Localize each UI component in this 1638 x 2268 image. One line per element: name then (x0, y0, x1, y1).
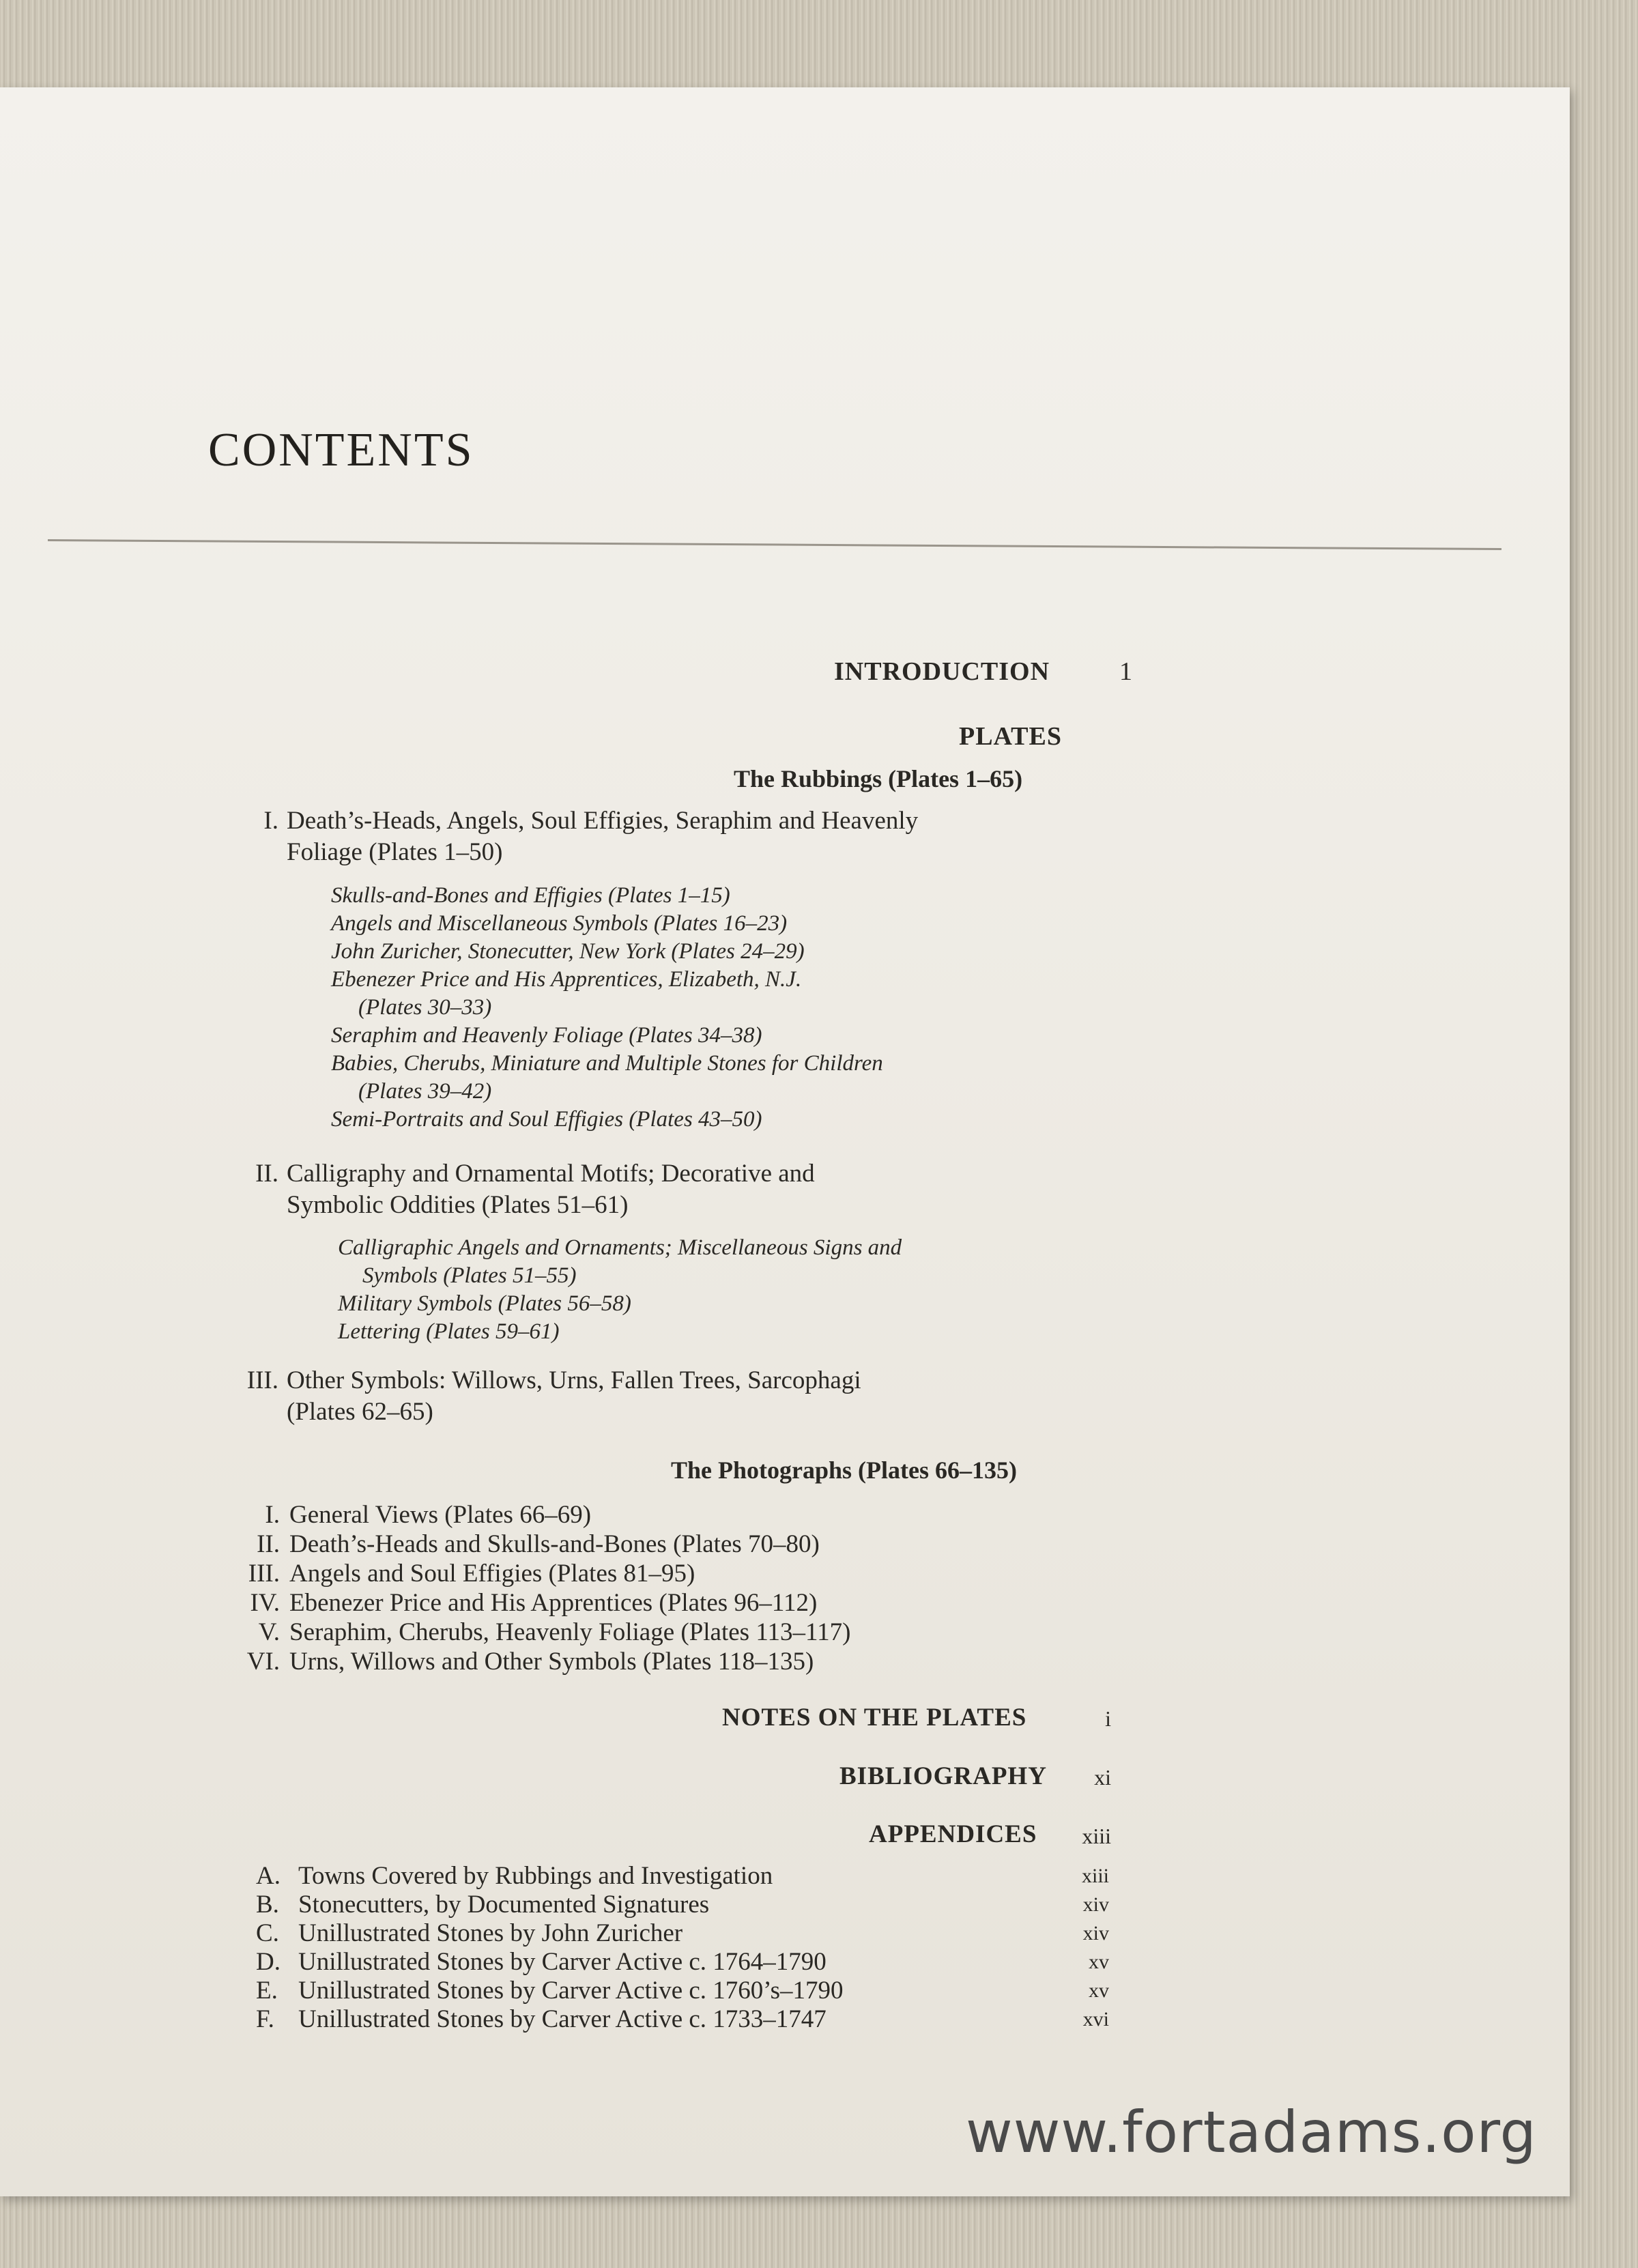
bibliography-label: BIBLIOGRAPHY (839, 1762, 1047, 1790)
list-item-text: Angels and Soul Effigies (Plates 81–95) (289, 1560, 695, 1588)
plates-heading: PLATES (959, 722, 1063, 751)
list-item (256, 1919, 1109, 1948)
section-title-line: Other Symbols: Willows, Urns, Fallen Trees, Sarcophagi (287, 1366, 861, 1394)
bibliography-page: xi (1094, 1765, 1111, 1790)
list-item-text: General Views (Plates 66–69) (289, 1501, 592, 1529)
roman-numeral: III. (246, 1366, 278, 1394)
list-item-text: Stonecutters, by Documented Signatures (298, 1891, 710, 1919)
rubbings-section-2 (225, 1158, 815, 1221)
section-title-line: (Plates 62–65) (287, 1398, 433, 1426)
list-item (218, 1530, 850, 1559)
list-item (218, 1647, 850, 1676)
subitem: Babies, Cherubs, Miniature and Multiple Stones for Children (331, 1051, 883, 1076)
section-title-line: Symbolic Oddities (Plates 51–61) (287, 1191, 629, 1219)
roman-numeral: VI. (246, 1648, 280, 1676)
list-item-text: Towns Covered by Rubbings and Investigation (298, 1862, 773, 1890)
list-item-page: xv (1089, 1979, 1109, 2002)
appendix-list (256, 1862, 1109, 2034)
subitem: Calligraphic Angels and Ornaments; Miscellaneous Signs and (338, 1235, 902, 1260)
introduction-page: 1 (1119, 657, 1132, 686)
list-item-page: xiv (1082, 1893, 1109, 1916)
roman-numeral: II. (255, 1160, 278, 1188)
list-item-text: Seraphim, Cherubs, Heavenly Foliage (Plates 113–117) (289, 1618, 851, 1646)
appendix-letter: F. (256, 2005, 274, 2033)
page-title: CONTENTS (208, 424, 474, 476)
introduction-label: INTRODUCTION (834, 657, 1050, 686)
section-title-line: Calligraphy and Ornamental Motifs; Decorative and (287, 1160, 815, 1188)
roman-numeral: V. (258, 1618, 280, 1646)
watermark-text: www.fortadams.org (966, 2099, 1537, 2166)
section-title-line: Foliage (Plates 1–50) (287, 838, 503, 866)
notes-page: i (1105, 1706, 1111, 1731)
subitem: Semi-Portraits and Soul Effigies (Plates 43–50) (331, 1107, 762, 1132)
list-item-page: xiii (1081, 1865, 1109, 1887)
appendix-letter: A. (256, 1862, 281, 1890)
subitem: Angels and Miscellaneous Symbols (Plates 16–23) (331, 911, 788, 936)
appendix-letter: B. (256, 1891, 279, 1919)
subitem: (Plates 39–42) (358, 1079, 492, 1104)
list-item (256, 2005, 1109, 2034)
list-item-text: Unillustrated Stones by Carver Active c. 1764–1790 (298, 1948, 827, 1976)
list-item (218, 1559, 850, 1588)
photographs-heading: The Photographs (Plates 66–135) (671, 1456, 1017, 1484)
list-item (218, 1500, 850, 1530)
appendices-page: xiii (1082, 1824, 1111, 1848)
list-item (218, 1618, 850, 1647)
list-item-text: Death’s-Heads and Skulls-and-Bones (Plates 70–80) (289, 1530, 820, 1558)
list-item (256, 1862, 1109, 1891)
section-title-line: Death’s-Heads, Angels, Soul Effigies, Seraphim and Heavenly (287, 807, 919, 835)
list-item-page: xiv (1082, 1922, 1109, 1944)
roman-numeral: III. (248, 1560, 280, 1588)
list-item-text: Urns, Willows and Other Symbols (Plates 118–135) (289, 1648, 814, 1676)
subitem: John Zuricher, Stonecutter, New York (Plates 24–29) (331, 939, 805, 964)
rubbings-section-2-subitems (338, 1234, 902, 1346)
rubbings-section-1 (225, 805, 918, 868)
list-item-page: xvi (1082, 2008, 1109, 2030)
list-item (256, 1977, 1109, 2005)
subitem: Symbols (Plates 51–55) (362, 1263, 577, 1288)
list-item-page: xv (1089, 1951, 1109, 1973)
appendix-letter: C. (256, 1919, 279, 1947)
notes-label: NOTES ON THE PLATES (722, 1704, 1027, 1732)
rubbings-section-1-subitems (331, 882, 883, 1134)
roman-numeral: IV. (250, 1589, 280, 1617)
subitem: Lettering (Plates 59–61) (338, 1319, 560, 1344)
list-item (256, 1891, 1109, 1919)
subitem: Seraphim and Heavenly Foliage (Plates 34–38) (331, 1023, 762, 1048)
list-item-text: Unillustrated Stones by Carver Active c. 1760’s–1790 (298, 1977, 844, 2005)
appendix-letter: D. (256, 1948, 281, 1976)
subitem: (Plates 30–33) (358, 995, 492, 1020)
rubbings-section-3 (225, 1365, 861, 1428)
roman-numeral: I. (263, 807, 278, 835)
list-item (218, 1588, 850, 1618)
list-item-text: Unillustrated Stones by Carver Active c. 1733–1747 (298, 2005, 827, 2033)
rubbings-heading: The Rubbings (Plates 1–65) (734, 765, 1023, 792)
appendix-letter: E. (256, 1977, 278, 2005)
roman-numeral: I. (265, 1501, 280, 1529)
list-item-text: Ebenezer Price and His Apprentices (Plates 96–112) (289, 1589, 818, 1617)
subitem: Skulls-and-Bones and Effigies (Plates 1–15) (331, 883, 730, 908)
list-item (256, 1948, 1109, 1977)
appendices-label: APPENDICES (869, 1820, 1037, 1848)
roman-numeral: II. (257, 1530, 280, 1558)
photographs-list (218, 1500, 850, 1676)
subitem: Ebenezer Price and His Apprentices, Elizabeth, N.J. (331, 967, 802, 992)
subitem: Military Symbols (Plates 56–58) (338, 1291, 631, 1316)
list-item-text: Unillustrated Stones by John Zuricher (298, 1919, 683, 1947)
